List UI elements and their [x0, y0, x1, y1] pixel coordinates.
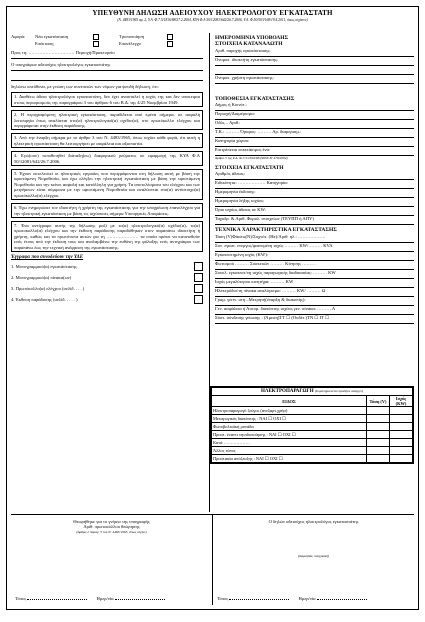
statement-5: 5. Έχουν εκτελεστεί οι ηλεκτρικές εργασίες που περιγράφονται στη δήλωση αυτή με βάση την υφιστάμενη Νομοθεσία, και έχω ελέγξει την ηλεκτρική εγκατάσταση με βάση την υφιστάμενη Νομοθεσία και την κείνει ασφαλή και κατάλληλη για χρήση. Τα αποτελέσματα του ελέγχου και των μετρήσεων είναι σύμφωνα με την υφιστάμενη Νομοθεσία και αναλύονται στο(α) αντίστοιχο(α) πρωτόκολλο(α) ελέγχου. — [11, 169, 203, 200]
attachment-label: 3. Πρωτόκολλο(α) ελέγχου (σελίδ. . . . ) — [11, 285, 85, 291]
attachment-checkbox[interactable] — [194, 284, 203, 293]
tech-field[interactable]: Ισχύς μεγαλύτερου κινητήρα: ……… KW — [215, 279, 414, 288]
submission-date-label: ΗΜΕΡΟΜΗΝΙΑ ΥΠΟΒΟΛΗΣ — [215, 35, 289, 41]
attachment-checkbox[interactable] — [194, 273, 203, 282]
location-field[interactable]: Επιτρέπεται επεκτάσιμος ένα: — [215, 147, 414, 156]
elect-header-power: Ισχύς (KW) — [390, 396, 413, 407]
statement-2: 2. Η περιγραφόμενη ηλεκτρική εγκατάσταση, παραδίδεται από εμένα σήμερα, σε ασφαλή λειτουργία όπως αναλύεται στο(α) ηλεκτρολογικό(α) σχέδιο(α), στο πρωτόκολλο ελέγχου και περιγράφεται στην έκθεση παράδοσης. — [11, 110, 203, 130]
verification-protocol: Αριθ. πρωτοκόλλου θεώρησης — [83, 524, 140, 530]
elect-cell[interactable] — [390, 423, 413, 431]
purpose-label: Αφορά: — [11, 33, 26, 39]
electroproduction-table — [210, 386, 414, 464]
table-row — [212, 415, 413, 423]
location-field[interactable]: Κατηγορία χώρου: — [215, 138, 414, 147]
elect-cell[interactable] — [390, 447, 413, 455]
installer-signature-note: (Σφραγίδα, υπογραφή) — [297, 554, 330, 559]
verification-note: (Άρθρο 2 παραγ. 3 του Ν. 4483/1965, όπως ισχύει) — [76, 529, 147, 534]
tech-field[interactable]: Γραμ. γειτν. στη –Μετρητή(έναρξη & διακοπής): — [215, 297, 414, 306]
attachments-title: Έγγραφα που συνοδεύουν την ΥΔΕ — [11, 254, 84, 260]
tech-field[interactable]: Γεν. ασφάλεια ή Αυτομ. διακόπτης ισχύος γεν. πίνακα: ……… Α — [215, 306, 414, 315]
elect-title: ΗΛΕΚΤΡΟΠΑΡΑΓΩΓΗ — [260, 388, 314, 394]
date-label: Ημερ/νία — [96, 595, 114, 601]
location-field[interactable]: Οδός – Αριθ.: — [215, 120, 414, 129]
verification-place-date — [15, 596, 208, 601]
attachment-row — [11, 261, 203, 272]
date-label: Ημερ/νία — [298, 595, 316, 601]
statement-7: 7. Ένα αντίγραφο αυτής της δήλωσης μαζί με το(α) ηλεκτρολογικό(α) σχέδιο(α), το(α) πρωτοκολλο(α) ελέγχου και την έκθεση παράδοσης παραδόθηκαν στον παραπάνω ιδιοκτήτη ή χρήστη, καθώς και τα πρωτότυπα αυτών για τη ………………… τα οποία πρέπει να κατατεθούν ενός έτους από την έκδοση τους και αναλαμβάνω την ευθύνη της φύλαξης ενός αντιγράφου των παραπάνω έως την τεχνική ανέφρεση της εγκατάστασης. — [11, 221, 203, 252]
location-field[interactable]: Περιοχή/Διαμέρισμα: — [215, 111, 414, 120]
location-field[interactable]: Δήμος ή Κοινότ.: — [215, 102, 414, 111]
statement-3: 3. Από την έναρξη σήμερα με το άρθρο 3 του Ν. 4483/1965, όπως ισχύει κάθε φορά, ότι αυτή η ηλεκτρική εγκατάσταση θα λειτουργήσει με ασφάλεια και αξιοπιστία. — [11, 133, 203, 148]
elect-cell[interactable] — [367, 431, 390, 439]
attachment-checkbox[interactable] — [194, 295, 203, 304]
installer-field[interactable]: Ειδικότητα: ……………… Κατηγορία: — [215, 180, 414, 189]
elect-cell[interactable] — [367, 439, 390, 447]
elect-cell[interactable] — [390, 407, 413, 415]
tech-field[interactable]: Τάση (V)Φάσεις(Ν)/Συχνότ. (Hz)/Αριθ. ηλ.: ……………… — [215, 234, 414, 243]
purpose-recheck-checkbox[interactable] — [167, 41, 173, 47]
attachment-checkbox[interactable] — [194, 262, 203, 271]
attachment-label: 2. Μονογραμμικό(α) πίνακα(ων) — [11, 274, 72, 280]
purpose-option-extend: Επέκταση — [35, 40, 54, 46]
elect-cell[interactable] — [367, 407, 390, 415]
attachment-row — [11, 294, 203, 305]
elect-row-label: Μεταγωγικός διακόπτης : ΝΑΙ ☐ ΟΧΙ ☐ — [212, 415, 367, 423]
location-note: Άρθρο 3 της Υ.Α. Φ.7.5/1816/88 (ΦΕΚ Β' 470/2004) — [215, 156, 288, 161]
intro-text: δηλώνω υπεύθυνα, με γνώση των συνεπειών των νόμων για ψευδή δήλωση, ότι: — [11, 84, 159, 89]
table-row — [212, 439, 413, 447]
elect-row-label: Προστασία απόζευξης : ΝΑΙ ☐ ΟΧΙ ☐ — [212, 455, 367, 463]
verification-text: Θεωρήθηκε για το γνήσιο της υπογραφής — [73, 519, 150, 524]
date-field[interactable] — [317, 599, 367, 600]
table-row — [212, 407, 413, 415]
table-row — [212, 447, 413, 455]
tech-field[interactable]: Σύστ. σύνδεσης γείωσης : (Άμεση)TT ☐ (Ουδέτ.)TN ☐ IT ☐ — [215, 315, 414, 324]
purpose-option-modify: Τροποποίηση — [119, 33, 145, 39]
table-row — [212, 455, 413, 463]
place-label: Τόπος — [15, 595, 27, 601]
statement-4: 4. Εγώ(ουν) τοποθετηθεί διάταξη(εις) διαφορικού ρεύματος σε εφαρμογή της ΚΥΑ Φ.Α 50/12081/642/26.7.2006. — [11, 151, 203, 166]
right-column — [210, 33, 414, 512]
elect-row-label: Κατά ……………… — [212, 439, 367, 447]
elect-row-label: Άλλος τύπος — [212, 447, 367, 455]
elect-cell[interactable] — [367, 423, 390, 431]
tech-field[interactable]: Συν. εγκατ. ενεργος/φαινομένη ισχύς ……… KW/……… KVA — [215, 243, 414, 252]
elect-cell[interactable] — [390, 431, 413, 439]
attachment-row — [11, 283, 203, 294]
tech-field[interactable]: Φωτισμού ……… Συσκευών ……… Κίνησης ……… — [215, 261, 414, 270]
installer-field[interactable]: Ημερομηνία λήξης ισχύος: — [215, 198, 414, 207]
purpose-new-checkbox[interactable] — [93, 34, 99, 40]
installer-field[interactable]: Ταχυδρ. & Αριθ. Φορολ. στοιχείων (ΤΕΥΠΠ ή ΑΠΥ) — [215, 216, 414, 225]
table-row — [212, 431, 413, 439]
place-label: Τόπος — [217, 595, 229, 601]
elect-cell[interactable] — [390, 455, 413, 463]
installer-signature-text: Ο δηλών αδειούχος ηλεκτρολόγος εγκαταστάτης — [268, 519, 359, 524]
verification-block — [11, 515, 212, 605]
elect-row-label: Ηλεκτροπαραγωγό ζεύγος (ανεξαρτ.χρήσ) — [212, 407, 367, 415]
installer-place-date — [217, 596, 410, 601]
attachment-label: 4. Έκθεση παράδοσης (σελίδ. . . . . ) — [11, 296, 78, 302]
location-section-title: ΤΟΠΟΘΕΣΙΑ ΕΓΚΑΤΑΣΤΑΣΗΣ — [215, 95, 295, 102]
elect-header-type: ΕΙΔΟΣ — [212, 396, 367, 407]
form-subtitle: (Ν. 4483/1965 αρ. 2, Υ.Α. Φ.7.5/1816/88/27.2.2004, ΚΥΑ Φ.Α 50/12081/642/26.7.2006, Υ.Α. Φ.50/503/168/19.4.2011, όπως ισχύουν) — [117, 18, 308, 23]
declaration-form — [6, 6, 419, 610]
left-column — [11, 33, 209, 512]
tech-section-title: ΤΕΧΝΙΚΑ ΧΑΡΑΚΤΗΡΙΣΤΙΚΑ ΕΓΚΑΤΑΣΤΑΣΗΣ — [215, 227, 337, 234]
purpose-modify-checkbox[interactable] — [167, 34, 173, 40]
elect-cell[interactable] — [367, 415, 390, 423]
purpose-row-2 — [11, 40, 203, 47]
elect-cell[interactable] — [367, 447, 390, 455]
installer-field[interactable]: Ημερομηνία έκδοσης: — [215, 189, 414, 198]
tech-field[interactable]: Συνολ. εγκατεστ/νη ισχύς παραγωγικής διαδικασίας: ……… KW — [215, 270, 414, 279]
statement-6: 6. Έχω ενημερώσει τον ιδιοκτήτη ή χρήστη της εγκατάστασης για την υποχρέωση επανελέγχου για την ηλεκτρική εγκατάσταση με βάση τις ισχύουσες σήμερα Υπουργικές Αποφάσεις. — [11, 203, 203, 218]
elect-row-label: Φωτοβολταϊκή μονάδα — [212, 423, 367, 431]
elect-cell[interactable] — [390, 439, 413, 447]
consumer-field[interactable]: Αριθ. παροχής εγκατάστασης: — [215, 48, 414, 57]
elect-row-label: Προστ. έναντι νησιδοποίησης : ΝΑΙ ☐ ΟΧΙ ☐ — [212, 431, 367, 439]
consumer-field[interactable]: Ονοματ. ιδιοκτήτη εγκατάστασης: — [215, 57, 414, 66]
elect-title-cell — [212, 388, 413, 396]
attachment-row — [11, 272, 203, 283]
consumer-section-title: ΣΤΟΙΧΕΙΑ ΚΑΤΑΝΑΛΩΤΗ — [215, 41, 283, 48]
consumer-field[interactable] — [215, 66, 414, 75]
form-title: ΥΠΕΥΘΥΝΗ ΔΗΛΩΣΗ ΑΔΕΙΟΥΧΟΥ ΗΛΕΚΤΡΟΛΟΓΟΥ ΕΓΚΑΤΑΣΤΑΤΗ — [92, 9, 333, 17]
purpose-option-recheck: Επανέλεγχο — [119, 40, 141, 46]
tech-field[interactable]: Ηλεκτρόδιο/τη πίνακα αναλόγισμα: ……… KW/ ……… Ω — [215, 288, 414, 297]
table-row — [212, 423, 413, 431]
purpose-extend-checkbox[interactable] — [93, 41, 99, 47]
elect-cell[interactable] — [367, 455, 390, 463]
consumer-field[interactable]: Ονοματ. χρήστη εγκατάστασης: — [215, 75, 414, 84]
signature-area — [11, 514, 414, 605]
attachment-label: 1. Μονογραμμικό(α) εγκατάστασης — [11, 263, 77, 269]
tech-field[interactable]: Εγκατεστημένη ισχύς (KW): — [215, 252, 414, 261]
installer-name-line-2[interactable] — [11, 72, 203, 81]
installer-section-title: ΣΤΟΙΧΕΙΑ ΕΓΚΑΤΑΣΤΑΤΗ — [215, 164, 284, 171]
place-field[interactable] — [27, 599, 87, 600]
installer-signature-block — [212, 515, 414, 605]
form-columns — [11, 33, 414, 512]
date-field[interactable] — [115, 599, 165, 600]
purpose-row-1 — [11, 33, 203, 40]
installer-field[interactable]: Αριθμός άδειας: — [215, 171, 414, 180]
elect-cell[interactable] — [390, 415, 413, 423]
place-field[interactable] — [229, 599, 289, 600]
statement-1: 1. Διαθέτω άδεια ηλεκτρολόγου εγκαταστάτη, δεν έχει ανασταλεί η ισχύς της και δεν υποκειμαι στους περιορισμούς της παραγράφου 3 του άρθρου 6 του Β.Δ. της 4/25 Νοεμβρίου 1949. — [11, 92, 203, 107]
purpose-option-new: Νέα εγκατάσταση — [35, 33, 69, 39]
location-field[interactable]: Τ.Κ.: ……… Όροφος: ……… Αρ. διαμερισμ.: — [215, 129, 414, 138]
elect-header-voltage: Τάση (V) — [367, 396, 390, 407]
installer-field[interactable]: Όριο ισχύος άδειας σε KW: — [215, 207, 414, 216]
elect-subtitle: (Συμπληρώνεται προσήκε υπάρχει) — [314, 388, 364, 393]
to-region-field[interactable]: Προς τη: ………………………… Περιοχή/Πρακτορείο — [11, 50, 203, 59]
installer-name-field[interactable]: Ο υπογράφων αδειούχος ηλεκτρολόγος εγκαταστάτης — [11, 62, 203, 71]
